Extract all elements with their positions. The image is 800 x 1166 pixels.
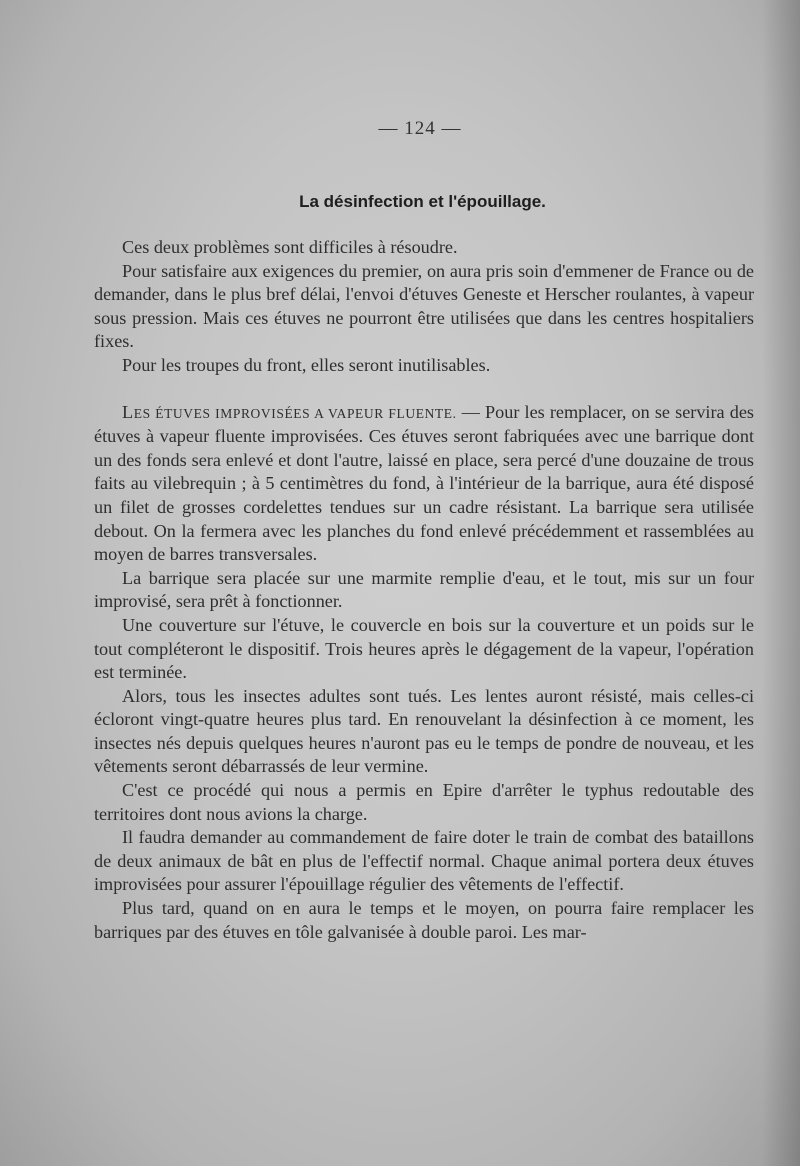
paragraph: C'est ce procédé qui nous a permis en Epire d'arrêter le typhus redoutable des territoires dont nous avions la charge.	[94, 780, 754, 824]
paragraph: Pour satisfaire aux exigences du premier, on aura pris soin d'emmener de France ou de demander, dans le plus bref délai, l'envoi d'étuves Geneste et Herscher roulantes, à vapeur sous pression. Mais ces étuves ne pourront être utilisées que dans les centres hospitaliers fixes.	[94, 260, 754, 352]
subsection-paragraph	[94, 401, 754, 567]
body-text	[94, 236, 754, 944]
paragraph: Alors, tous les insectes adultes sont tués. Les lentes auront résisté, mais celles-ci écloront vingt-quatre heures plus tard. En renouvelant la désinfection à ce moment, les insectes nés depuis quelques heures n'auront pas eu le temps de pondre de nouveau, et les vêtements seront débarrassés de leur vermine.	[94, 685, 754, 777]
paragraph: La barrique sera placée sur une marmite remplie d'eau, et le tout, mis sur un four improvisé, sera prêt à fonctionner.	[94, 567, 754, 612]
paragraph: Pour les troupes du front, elles seront inutilisables.	[122, 354, 491, 375]
page-edge-shadow	[762, 0, 800, 1166]
subsection-text: — Pour les remplacer, on se servira des étuves à vapeur fluente improvisées. Ces étuves seront fabriquées avec une barrique dont un des fonds sera enlevé et dont l'autre, laissé en place, sera percé d'une douzaine de trous faits au vilebrequin ; à 5 centimètres du fond, à l'intérieur de la barrique, aura été disposé un filet de grosses cordelettes tendues sur un cadre résistant. La barrique sera utilisée debout. On la fermera avec les planches du fond enlevé précédemment et rassemblées au moyen de barres transversales.	[94, 401, 754, 565]
subsection-title-initial: L	[122, 401, 134, 422]
subsection-title	[122, 401, 457, 422]
subsection-title-rest: ES ÉTUVES IMPROVISÉES A VAPEUR FLUENTE.	[133, 405, 457, 421]
page-number: — 124 —	[378, 118, 462, 139]
paragraph: Ces deux problèmes sont difficiles à résoudre.	[122, 237, 458, 257]
paragraph: Plus tard, quand on en aura le temps et le moyen, on pourra faire remplacer les barriques par des étuves en tôle galvanisée à double paroi. Les mar-	[94, 898, 754, 942]
paragraph: Il faudra demander au commandement de faire doter le train de combat des bataillons de deux animaux de bât en plus de l'effectif normal. Chaque animal portera deux étuves improvisées pour assurer l'épouillage régulier des vêtements de l'effectif.	[94, 827, 754, 895]
section-heading: La désinfection et l'épouillage.	[299, 192, 546, 211]
paragraph: Une couverture sur l'étuve, le couvercle en bois sur la couverture et un poids sur le tout compléteront le dispositif. Trois heures après le dégagement de la vapeur, l'opération est terminée.	[94, 614, 754, 683]
